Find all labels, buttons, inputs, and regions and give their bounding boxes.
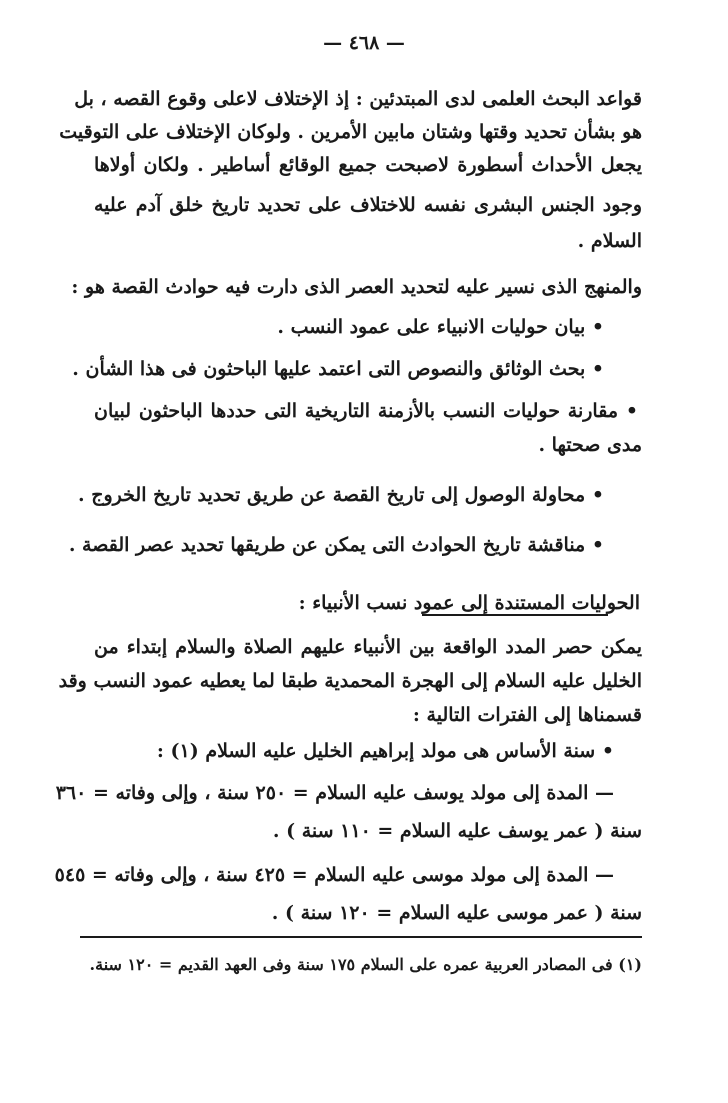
bullet-item-5: • مناقشة تاريخ الحوادث التى يمكن عن طريقها تحديد عصر القصة .: [68, 534, 604, 556]
period-yusuf-line-2: سنة ( عمر يوسف عليه السلام = ١١٠ سنة ) .: [272, 820, 642, 842]
paragraph-1-line-2: هو بشأن تحديد وقتها وشتان مابين الأمرين . ولوكان الإختلاف على التوقيت: [59, 121, 642, 143]
bullet-item-3-continuation: مدى صحتها .: [538, 434, 642, 456]
footnote-divider: [80, 936, 642, 938]
period-musa-line-1: — المدة إلى مولد موسى عليه السلام = ٤٢٥ سنة ، وإلى وفاته = ٥٤٥: [54, 864, 614, 886]
method-intro: والمنهج الذى نسير عليه لتحديد العصر الذى دارت فيه حوادث القصة هو :: [71, 276, 642, 298]
paragraph-1-line-4: وجود الجنس البشرى نفسه للاختلاف على تحديد تاريخ خلق آدم عليه: [94, 194, 642, 216]
bullet-item-3: • مقارنة حوليات النسب بالأزمنة التاريخية التى حددها الباحثون لبيان: [94, 400, 638, 422]
period-yusuf-line-1: — المدة إلى مولد يوسف عليه السلام = ٢٥٠ سنة ، وإلى وفاته = ٣٦٠: [55, 782, 614, 804]
paragraph-2-line-1: يمكن حصر المدد الواقعة بين الأنبياء عليهم الصلاة والسلام إبتداء من: [94, 636, 642, 658]
heading-underline: [422, 614, 608, 616]
paragraph-2-line-2: الخليل عليه السلام إلى الهجرة المحمدية طبقا لما يعطيه عمود النسب وقد: [58, 670, 642, 692]
bullet-item-4: • محاولة الوصول إلى تاريخ القصة عن طريق تحديد تاريخ الخروج .: [78, 484, 604, 506]
paragraph-1-line-1: قواعد البحث العلمى لدى المبتدئين : إذ الإختلاف لاعلى وقوع القصه ، بل: [74, 88, 642, 110]
paragraph-1-line-5: السلام .: [577, 230, 642, 252]
page-number: — ٤٦٨ —: [323, 32, 405, 54]
bullet-item-2: • بحث الوثائق والنصوص التى اعتمد عليها الباحثون فى هذا الشأن .: [72, 358, 604, 380]
base-year-line: • سنة الأساس هى مولد إبراهيم الخليل عليه السلام (١) :: [156, 740, 614, 762]
paragraph-2-line-3: قسمناها إلى الفترات التالية :: [412, 704, 642, 726]
bullet-item-1: • بيان حوليات الانبياء على عمود النسب .: [277, 316, 604, 338]
footnote: (١) فى المصادر العربية عمره على السلام ١٧٥ سنة وفى العهد القديم = ١٢٠ سنة.: [89, 955, 642, 974]
paragraph-1-line-3: يجعل الأحداث أسطورة لاصبحت جميع الوقائع أساطير . ولكان أولاها: [94, 154, 642, 176]
period-musa-line-2: سنة ( عمر موسى عليه السلام = ١٢٠ سنة ) .: [271, 902, 642, 924]
section-heading: الحوليات المستندة إلى عمود نسب الأنبياء :: [298, 592, 640, 614]
